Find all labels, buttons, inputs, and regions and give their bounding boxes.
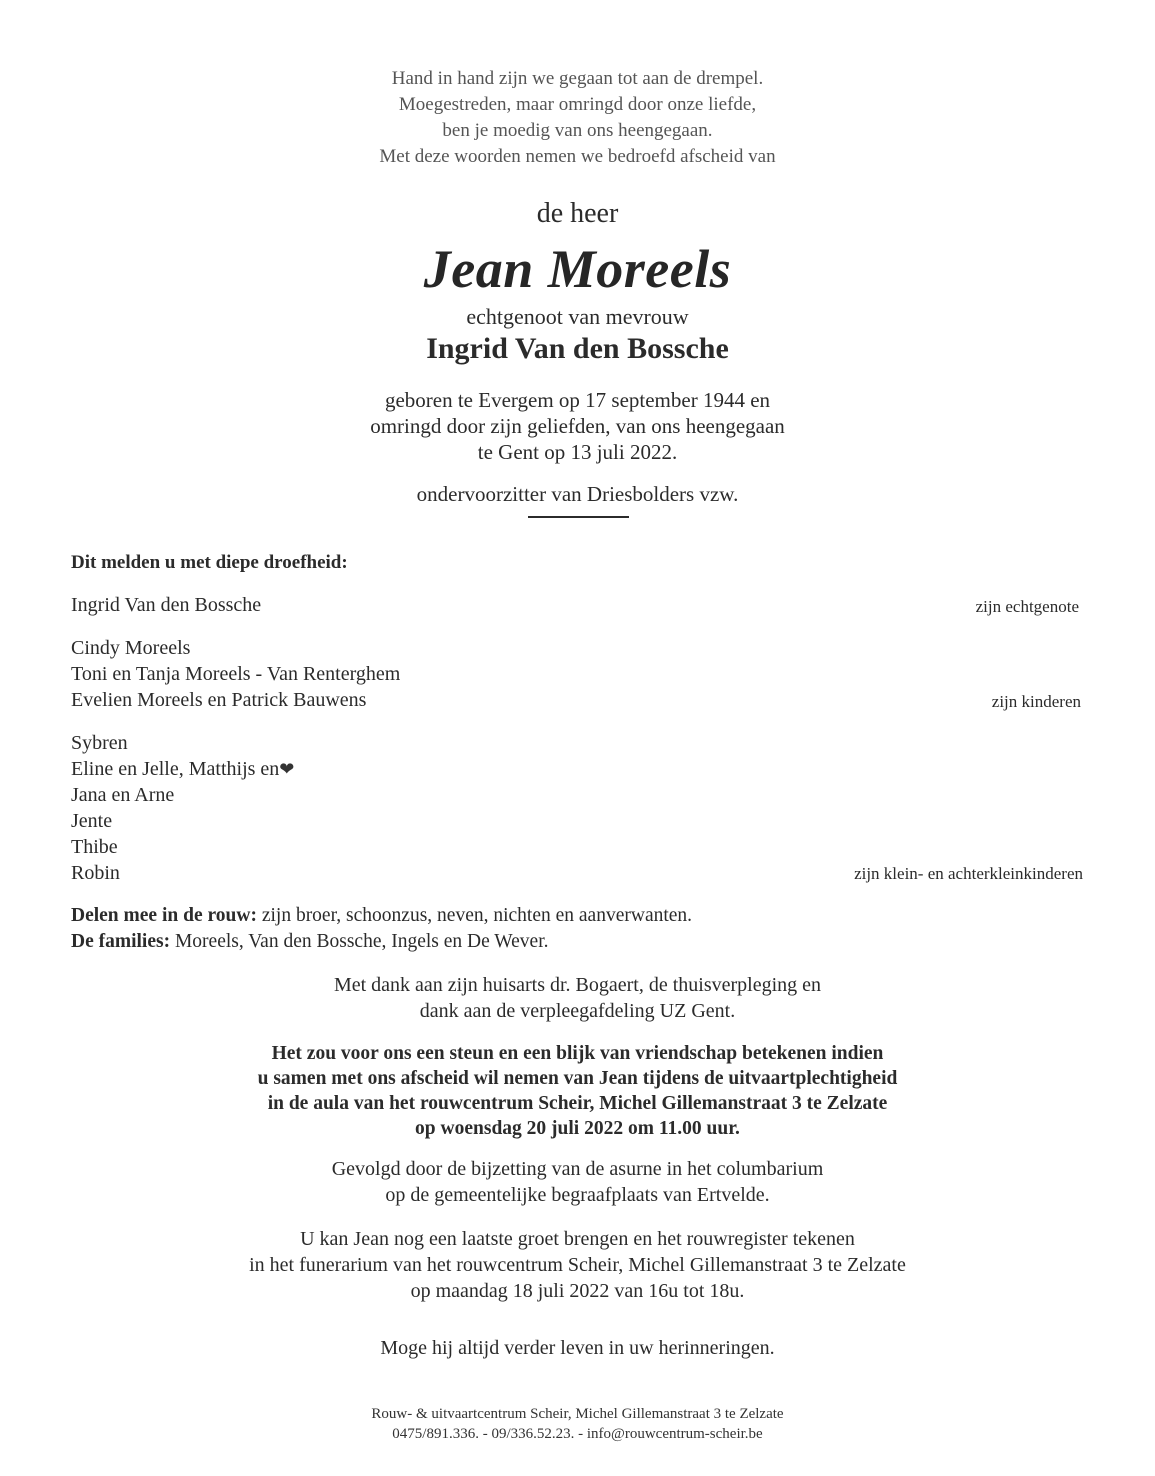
- family-name: Sybren: [71, 732, 128, 754]
- share-families-label: De families:: [71, 931, 171, 952]
- birth-line: omringd door zijn geliefden, van ons heengegaan: [370, 414, 785, 438]
- family-name: Toni en Tanja Moreels - Van Renterghem: [71, 663, 401, 685]
- ceremony-line: in de aula van het rouwcentrum Scheir, Michel Gillemanstraat 3 te Zelzate: [267, 1093, 888, 1114]
- footer: [0, 1404, 1155, 1444]
- family-name-with-heart: [71, 756, 294, 782]
- ceremony-line: op woensdag 20 juli 2022 om 11.00 uur.: [415, 1118, 740, 1139]
- relation-label: zijn klein- en achterkleinkinderen: [854, 864, 1083, 883]
- family-name: Thibe: [71, 836, 118, 858]
- share-rouw-text: zijn broer, schoonzus, neven, nichten en aanverwanten.: [256, 905, 693, 926]
- thanks-line: dank aan de verpleegafdeling UZ Gent.: [419, 1000, 736, 1022]
- poem-line: Moegestreden, maar omringd door onze liefde,: [398, 94, 757, 115]
- spouse-intro: echtgenoot van mevrouw: [466, 304, 689, 329]
- share-families-text: Moreels, Van den Bossche, Ingels en De Wever.: [170, 931, 549, 952]
- closing-line: Moge hij altijd verder leven in uw herinneringen.: [380, 1337, 775, 1359]
- birth-details: [0, 387, 1155, 465]
- children-list: [71, 635, 400, 713]
- poem-line: Met deze woorden nemen we bedroefd afscheid van: [379, 146, 776, 167]
- share-families: [71, 929, 692, 955]
- family-name: Jana en Arne: [71, 784, 175, 806]
- ceremony-info: [0, 1041, 1155, 1141]
- visit-line: op maandag 18 juli 2022 van 16u tot 18u.: [410, 1280, 745, 1302]
- thanks: [0, 972, 1155, 1024]
- thanks-line: Met dank aan zijn huisarts dr. Bogaert, de thuisverpleging en: [333, 974, 822, 996]
- family-name: Ingrid Van den Bossche: [71, 594, 262, 616]
- footer-address: Rouw- & uitvaartcentrum Scheir, Michel Gillemanstraat 3 te Zelzate: [371, 1406, 784, 1422]
- family-name: Cindy Moreels: [71, 637, 191, 659]
- burial-line: Gevolgd door de bijzetting van de asurne in het columbarium: [331, 1158, 824, 1180]
- family-name: Robin: [71, 862, 120, 884]
- family-name: Eline en Jelle, Matthijs en: [71, 758, 280, 780]
- family-name: Evelien Moreels en Patrick Bauwens: [71, 689, 367, 711]
- grandchildren-list: [71, 730, 294, 886]
- role: ondervoorzitter van Driesbolders vzw.: [416, 482, 739, 506]
- visit-line: U kan Jean nog een laatste groet brengen en het rouwregister tekenen: [300, 1228, 855, 1250]
- birth-line: geboren te Evergem op 17 september 1944 en: [384, 388, 771, 412]
- visit-info: [0, 1226, 1155, 1304]
- ceremony-line: u samen met ons afscheid wil nemen van Jean tijdens de uitvaartplechtigheid: [257, 1068, 898, 1089]
- footer-contact: 0475/891.336. - 09/336.52.23. - info@rouwcentrum-scheir.be: [392, 1426, 763, 1442]
- poem-line: Hand in hand zijn we gegaan tot aan de drempel.: [391, 68, 764, 89]
- poem-line: ben je moedig van ons heengegaan.: [442, 120, 713, 141]
- birth-line: te Gent op 13 juli 2022.: [477, 440, 678, 464]
- poem: [0, 66, 1155, 170]
- family-name: Jente: [71, 810, 113, 832]
- burial-line: op de gemeentelijke begraafplaats van Ertvelde.: [385, 1184, 770, 1206]
- deceased-title: de heer: [536, 198, 619, 229]
- ceremony-line: Het zou voor ons een steun en een blijk van vriendschap betekenen indien: [271, 1043, 884, 1064]
- share-rouw: [71, 903, 692, 929]
- heart-icon: ❤: [279, 759, 295, 779]
- burial-info: [0, 1156, 1155, 1208]
- deceased-name: Jean Moreels: [423, 239, 732, 299]
- announcement-heading: Dit melden u met diepe droefheid:: [71, 552, 348, 573]
- relation-label: zijn echtgenote: [975, 597, 1079, 616]
- share-block: [71, 903, 692, 955]
- spouse-name: Ingrid Van den Bossche: [426, 332, 729, 365]
- share-rouw-label: Delen mee in de rouw:: [71, 905, 257, 926]
- visit-line: in het funerarium van het rouwcentrum Scheir, Michel Gillemanstraat 3 te Zelzate: [249, 1254, 906, 1276]
- divider: [528, 516, 629, 518]
- relation-label: zijn kinderen: [991, 692, 1081, 711]
